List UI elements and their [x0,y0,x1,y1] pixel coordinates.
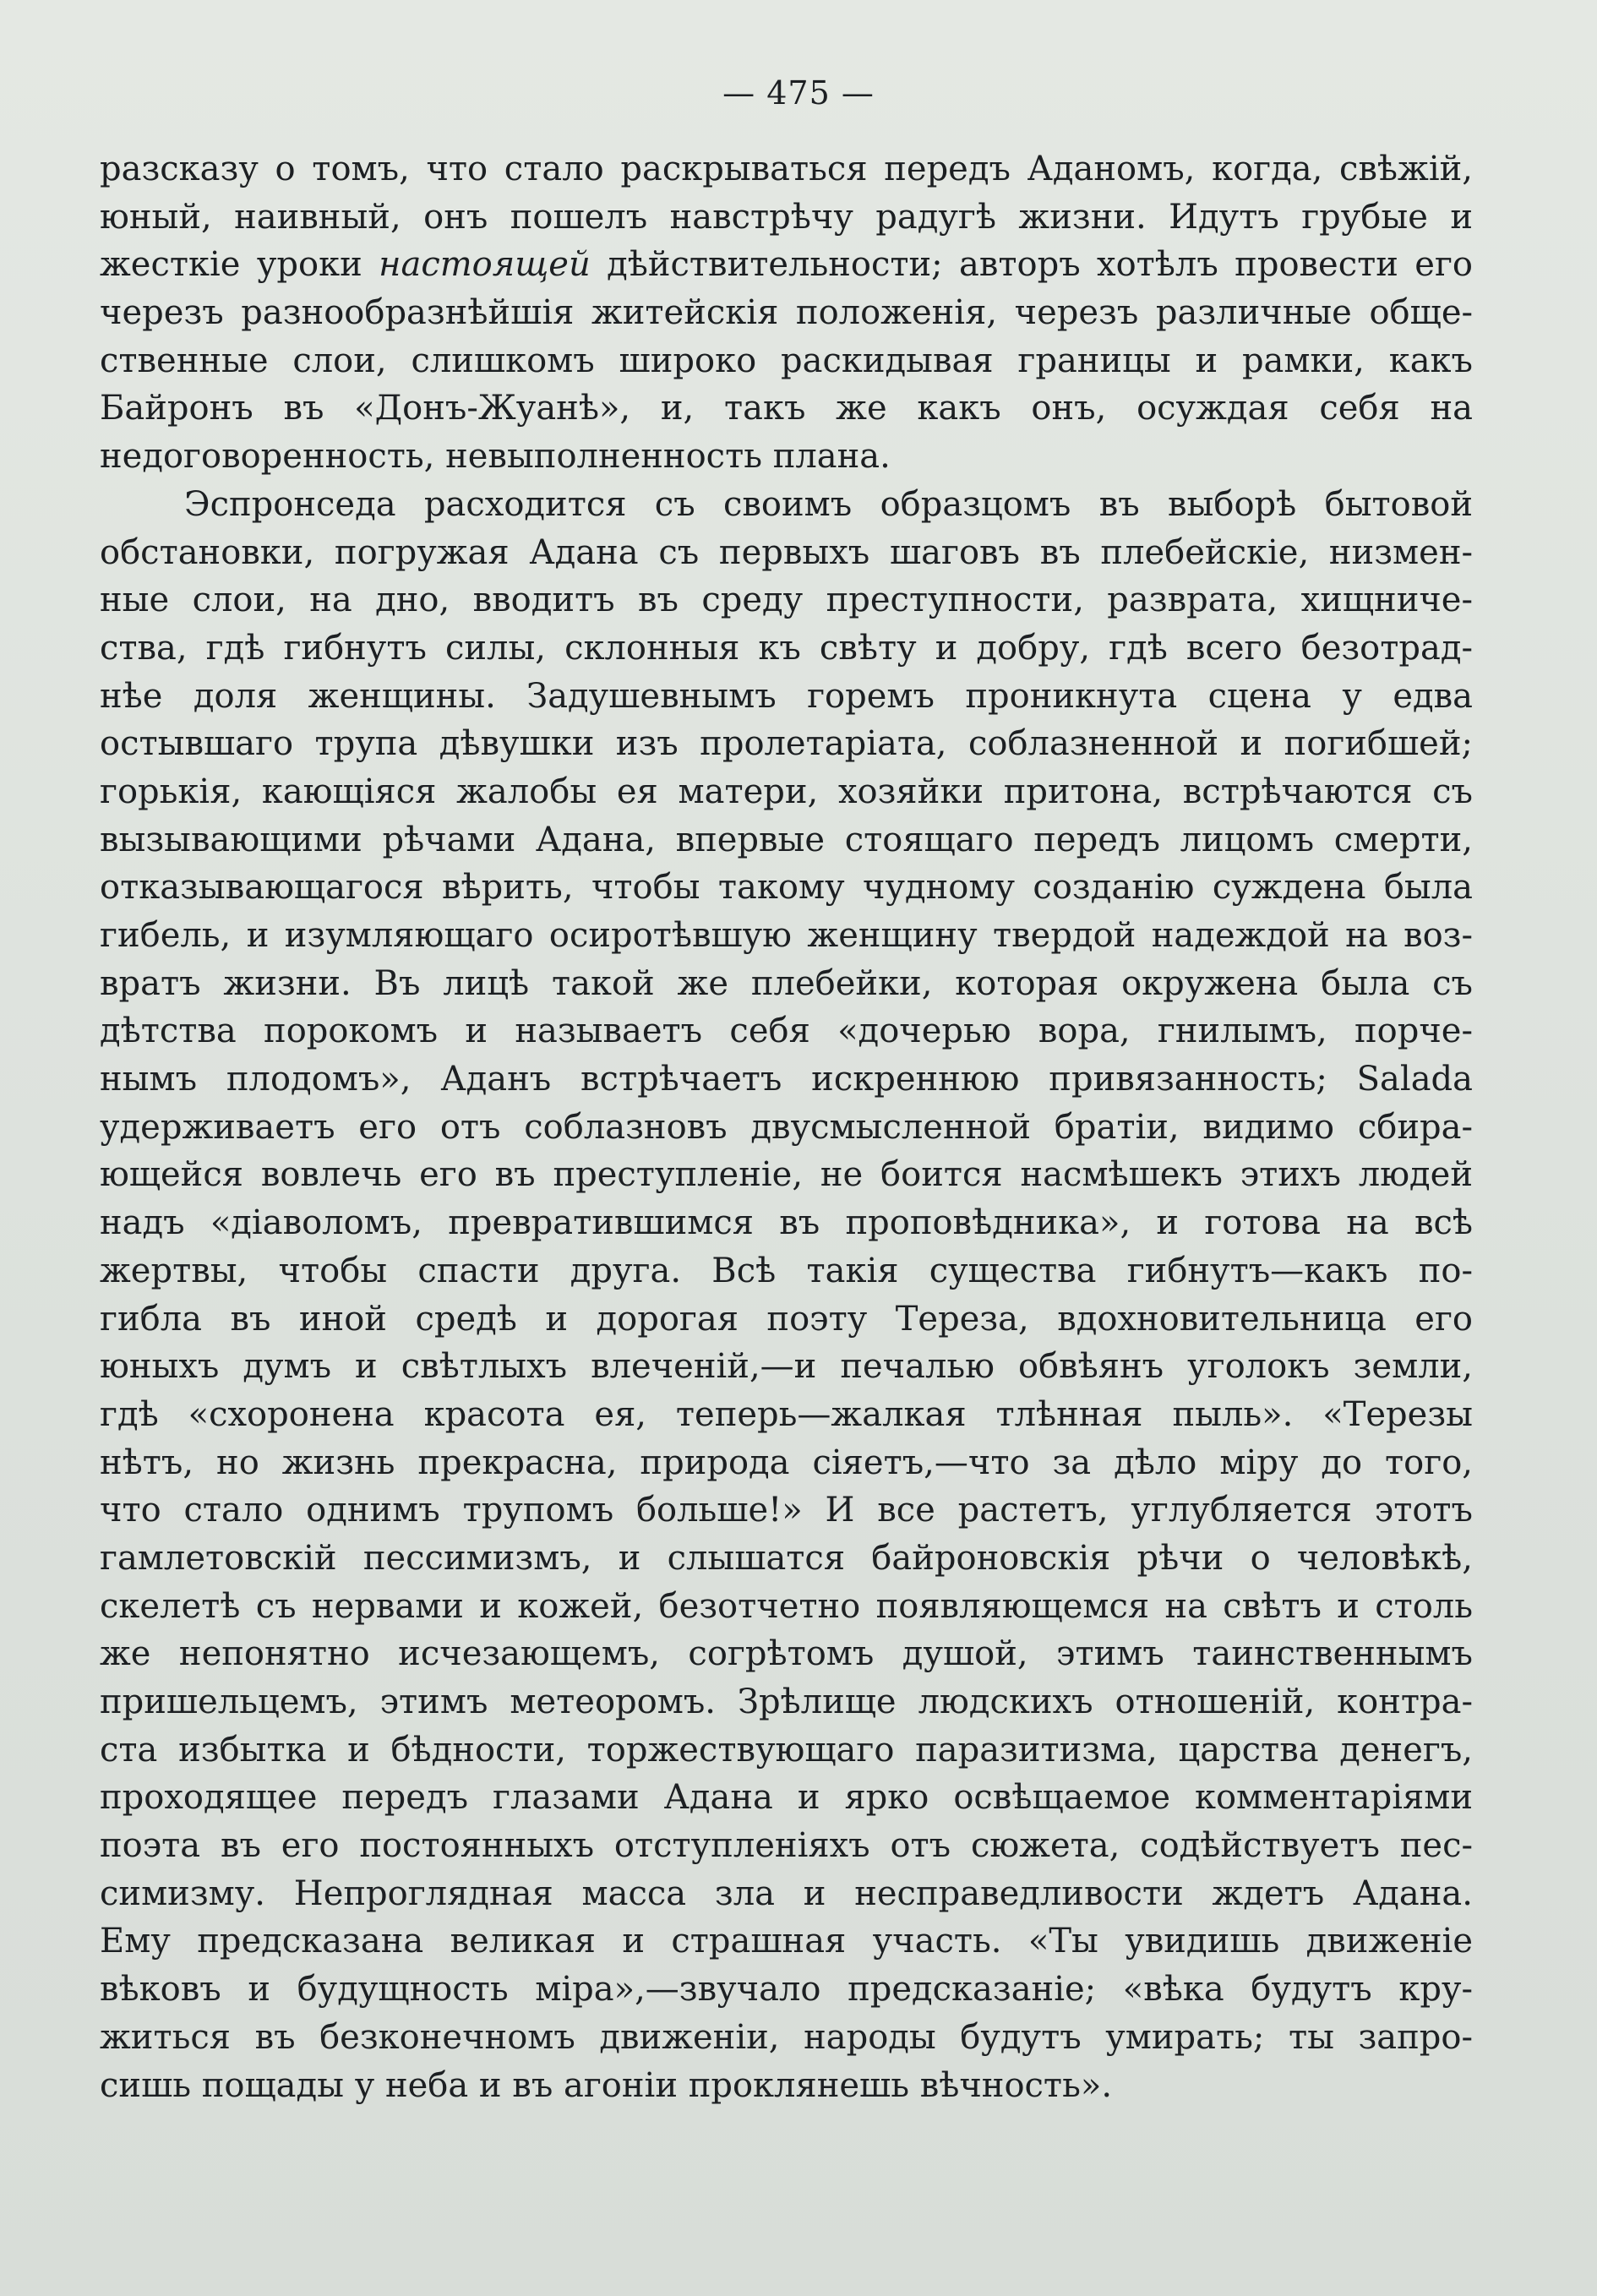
text-line: что стало однимъ трупомъ больше!» И все растетъ, углубляется этотъ [100,1491,1473,1530]
text-line: проходящее передъ глазами Адана и ярко освѣщаемое комментаріями [100,1778,1473,1818]
text-line: нѣтъ, но жизнь прекрасна, природа сіяетъ,—что за дѣло міру до того, [100,1442,1473,1482]
text-line: Байронъ въ «Донъ-Жуанѣ», и, такъ же какъ онъ, осуждая себя на [100,389,1473,428]
text-line: обстановки, погружая Адана съ первыхъ шаговъ въ плебейскіе, низмен- [100,532,1473,572]
text-line: Ему предсказана великая и страшная участь. «Ты увидишь движеніе [100,1922,1473,1961]
text-line: гибла въ иной средѣ и дорогая поэту Тереза, вдохновительница его [100,1299,1473,1339]
text-line: удерживаетъ его отъ соблазновъ двусмысленной братіи, видимо сбира- [100,1107,1473,1147]
text-line: пришельцемъ, этимъ метеоромъ. Зрѣлище людскихъ отношеній, контра- [100,1682,1473,1721]
text-line: вызывающими рѣчами Адана, впервые стоящаго передъ лицомъ смерти, [100,820,1473,859]
page-number: — 475 — [722,74,875,112]
text-line: симизму. Непроглядная масса зла и несправедливости ждетъ Адана. [100,1873,1473,1913]
text-line: отказывающагося вѣрить, чтобы такому чудному созданію суждена была [100,868,1473,908]
text-line: сишь пощады у неба и въ агоніи проклянешь вѣчность». [100,2065,1113,2105]
text-line: гдѣ «схоронена красота ея, теперь—жалкая тлѣнная пыль». «Терезы [100,1394,1473,1434]
text-line: ные слои, на дно, вводитъ въ среду преступности, разврата, хищниче- [100,581,1473,620]
text-line: поэта въ его постоянныхъ отступленіяхъ отъ сюжета, содѣйствуетъ пес- [100,1826,1473,1866]
text-line: ственные слои, слишкомъ широко раскидывая границы и рамки, какъ [100,341,1473,380]
text-line: юный, наивный, онъ пошелъ навстрѣчу радугѣ жизни. Идутъ грубые и [100,197,1473,237]
text-line: разсказу о томъ, что стало раскрываться передъ Аданомъ, когда, свѣжій, [100,150,1473,188]
text-line: горькія, кающіяся жалобы ея матери, хозяйки притона, встрѣчаются съ [100,772,1473,811]
text-line: ства, гдѣ гибнутъ силы, склонныя къ свѣту и добру, гдѣ всего безотрад- [100,628,1473,668]
text-segment: жесткіе уроки [100,245,379,285]
text-line: юныхъ думъ и свѣтлыхъ влеченій,—и печалью обвѣянъ уголокъ земли, [100,1347,1473,1387]
text-line: скелетѣ съ нервами и кожей, безотчетно появляющемся на свѣтъ и столь [100,1586,1473,1626]
text-line: остывшаго трупа дѣвушки изъ пролетаріата, соблазненной и погибшей; [100,724,1473,764]
text-line: гамлетовскій пессимизмъ, и слышатся байроновскія рѣчи о человѣкѣ, [100,1538,1473,1578]
text-line: черезъ разнообразнѣйшія житейскія положенія, черезъ различные обще- [100,293,1473,333]
italic-emphasis: настоящей [379,245,591,285]
text-line: нымъ плодомъ», Аданъ встрѣчаетъ искреннюю привязанность; Salada [100,1060,1473,1099]
text-line: надъ «діаволомъ, превратившимся въ проповѣдника», и готова на всѣ [100,1203,1473,1243]
text-line: дѣтства порокомъ и называетъ себя «дочерью вора, гнилымъ, порче- [100,1012,1473,1051]
text-line: житься въ безконечномъ движеніи, народы будутъ умирать; ты запро- [100,2017,1473,2057]
text-line: ста избытка и бѣдности, торжествующаго паразитизма, царства денегъ, [100,1730,1473,1770]
text-line [100,241,1473,289]
text-line: Эспронседа расходится съ своимъ образцомъ въ выборѣ бытовой [184,484,1473,524]
text-line: нѣе доля женщины. Задушевнымъ горемъ проникнута сцена у едва [100,676,1473,716]
text-line: гибель, и изумляющаго осиротѣвшую женщину твердой надеждой на воз- [100,916,1473,955]
text-line: вѣковъ и будущность міра»,—звучало предсказаніе; «вѣка будутъ кру- [100,1970,1473,2010]
text-line: ющейся вовлечь его въ преступленіе, не боится насмѣшекъ этихъ людей [100,1155,1473,1195]
text-segment: дѣйствительности; авторъ хотѣлъ провести его [590,245,1473,285]
text-line: вратъ жизни. Въ лицѣ такой же плебейки, которая окружена была съ [100,963,1473,1003]
body-text [100,145,1473,2109]
text-line: недоговоренность, невыполненность плана. [100,437,891,477]
text-line: жертвы, чтобы спасти друга. Всѣ такія существа гибнутъ—какъ по- [100,1251,1473,1290]
text-line: же непонятно исчезающемъ, согрѣтомъ душой, этимъ таинственнымъ [100,1634,1473,1674]
